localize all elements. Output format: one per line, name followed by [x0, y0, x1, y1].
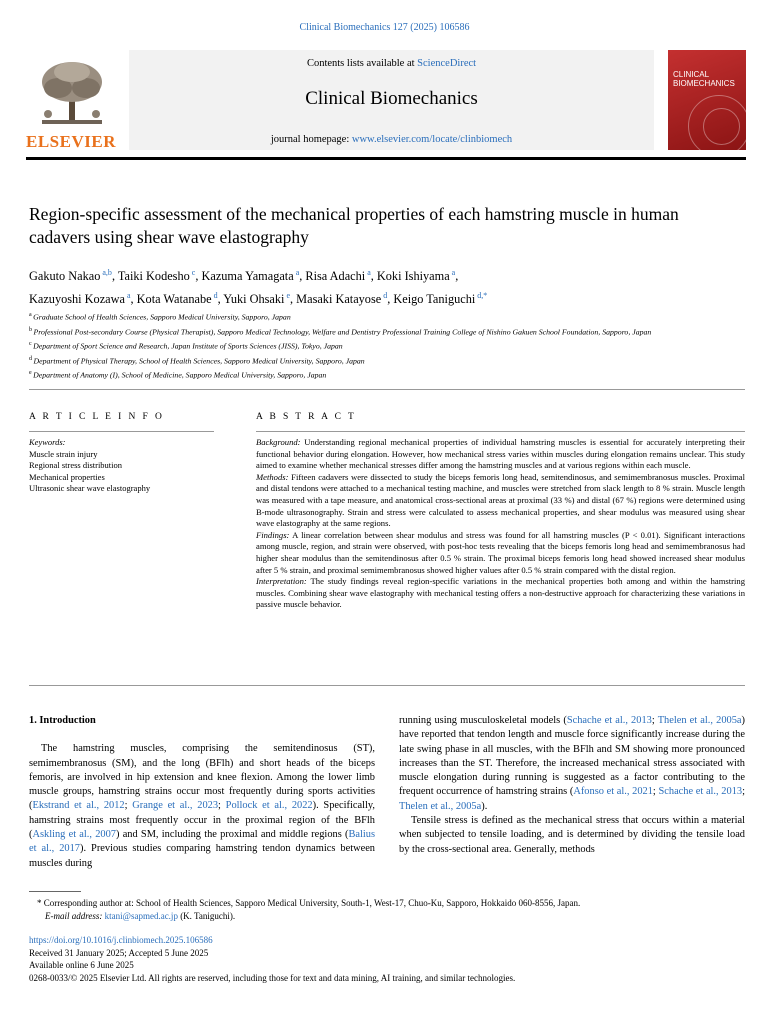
ref-link[interactable]: Schache et al., 2013: [658, 786, 743, 798]
affiliation-marker: e: [29, 370, 34, 377]
elsevier-tree-icon: [32, 58, 112, 128]
article-title: Region-specific assessment of the mechanical properties of each hamstring muscle in human cadavers using shear wave elastography: [29, 204, 679, 247]
author-name[interactable]: Gakuto Nakao: [29, 269, 101, 284]
elsevier-logo[interactable]: [26, 50, 114, 150]
keyword[interactable]: Ultrasonic shear wave elastography: [29, 483, 151, 494]
journal-homepage-link[interactable]: www.elsevier.com/locate/clinbiomech: [351, 134, 513, 145]
cover-title: CLINICAL BIOMECHANICS: [673, 70, 735, 88]
affiliation-marker: a: [29, 312, 34, 318]
author-affiliation-marker[interactable]: a,b: [100, 268, 112, 277]
affiliation: $^e$ Department of Anatomy (I), School of Medicine, Sapporo Medical University, Sapporo, Japan: [29, 370, 327, 380]
homepage-line: journal homepage: www.elsevier.com/locate/clinbiomech: [270, 134, 513, 145]
intro-paragraph-1: The hamstring muscles, comprising the semitendinosus (ST), semimembranosus (SM), and the long (BFlh) and short heads of the biceps femoris, are involved in hip extension and knee flexion. Among the lower limb muscle groups, hamstring strains occur most frequently during sports activities (Ekstrand et al., 2012; Grange et al., 2023; Pollock et al., 2022). Specifically, hamstring strains most frequently occur in the proximal region of the BFlh (Askling et al., 2007) and SM, including the proximal and middle regions (Balius et al., 2017). Previous studies comparing hamstring tendon dynamics between muscles during: [29, 743, 375, 869]
affiliation: $^a$ Graduate School of Health Sciences, Sapporo Medical University, Sapporo, Japan: [29, 312, 291, 322]
author-line-2: Kazuyoshi Kozawa $^a$, Kota Watanabe $^d$, Yuki Ohsaki $^e$, Masaki Katayose $^d$, Keigo Taniguchi $^{d,*}$: [29, 291, 488, 307]
article-info-rule: [29, 431, 214, 432]
author-name[interactable]: Kota Watanabe: [136, 292, 212, 307]
email-link[interactable]: ktani@sapmed.ac.jp: [104, 911, 178, 921]
author-affiliation-marker[interactable]: a: [124, 291, 131, 301]
copyright: 0268-0033/© 2025 Elsevier Ltd. All rights are reserved, including those for text and data mining, AI training, and similar technologies.: [29, 972, 516, 983]
received-dates: Received 31 January 2025; Accepted 5 June 2025: [29, 947, 209, 958]
author-affiliation-marker[interactable]: a: [365, 268, 371, 277]
article-metadata: [29, 934, 745, 984]
intro-heading: 1. Introduction: [29, 715, 96, 726]
sciencedirect-link[interactable]: ScienceDirect: [417, 58, 477, 69]
keyword-list: [29, 449, 214, 495]
keywords-block: [29, 437, 214, 495]
journal-banner: [129, 50, 654, 150]
author-list: [29, 263, 739, 309]
author-name[interactable]: Masaki Katayose: [296, 292, 382, 307]
journal-masthead: [26, 50, 746, 150]
abstract-heading: A B S T R A C T: [256, 412, 357, 422]
author-affiliation-marker[interactable]: e: [284, 291, 291, 301]
keywords-label: Keywords:: [29, 437, 66, 447]
author-affiliation-marker[interactable]: a: [449, 268, 456, 277]
affiliation-marker: c: [29, 341, 34, 348]
author-name[interactable]: Taiki Kodesho: [117, 269, 190, 284]
abstract-background: Background: Understanding regional mechanical properties of individual hamstring muscles is essential for accurately interpreting their functional behavior during elongation. However, how mechanical stress varies within muscles during elongation remains unclear. This study aimed to examine whether mechanical stresses differ among the hamstring muscles and at various regions within each muscle.: [256, 437, 745, 471]
author-name[interactable]: Yuki Ohsaki: [223, 292, 285, 307]
affiliation-marker: d: [29, 355, 34, 362]
affiliation: $^b$ Professional Post-secondary Course (Physical Therapist), Sapporo Medical Technology, Welfare and Dentistry Professional Training College of Nishino Gakuen School Foundation, Sapporo, Japan: [29, 326, 652, 337]
author-name[interactable]: Kazuma Yamagata: [201, 269, 294, 284]
author-name[interactable]: Risa Adachi: [305, 269, 366, 284]
author-name[interactable]: Koki Ishiyama: [376, 269, 450, 284]
ref-link[interactable]: Ekstrand et al., 2012: [32, 800, 125, 812]
abstract-methods: Methods: Fifteen cadavers were dissected to study the biceps femoris long head, semitendinosus, and semimembranosus muscles. Proximal and distal tendons were attached to a mechanical testing machine, and muscles were stretched from slack length to 8 % strain. Muscle length was measured with a tape measure, and anatomical cross-sectional areas at proximal (33 %) and distal (67 %) regions were determined using B-mode ultrasonography. Strain and stress were calculated to assess mechanical properties, and shear modulus was measured using shear wave elastography at the same regions.: [256, 471, 745, 529]
left-column: [29, 714, 375, 871]
keyword[interactable]: Regional stress distribution: [29, 460, 123, 471]
elsevier-wordmark: ELSEVIER: [26, 132, 116, 151]
article-info-heading: A R T I C L E I N F O: [29, 412, 165, 422]
author-affiliation-marker[interactable]: d: [211, 291, 218, 301]
cover-decoration: [703, 108, 740, 145]
section-divider: [29, 389, 745, 390]
footnote-rule: [29, 891, 81, 892]
author-affiliation-marker[interactable]: d,*: [475, 291, 488, 301]
ref-link[interactable]: Balius et al., 2017: [29, 829, 375, 855]
author-affiliation-marker[interactable]: d: [381, 291, 388, 301]
intro-paragraph-1-cont: running using musculoskeletal models (Schache et al., 2013; Thelen et al., 2005a) have reported that tendon length and muscle force significantly increase during the late swing phase in all muscles, with the BFlh and SM showing more pronounced increases than the ST. Therefore, the increased mechanical stress associated with muscle elongation during running is suggested as a factor contributing to the frequent occurrence of hamstring strains (Afonso et al., 2021; Schache et al., 2013; Thelen et al., 2005a).: [399, 715, 746, 812]
ref-link[interactable]: Thelen et al., 2005a: [657, 715, 742, 726]
ref-link[interactable]: Schache et al., 2013: [566, 715, 652, 726]
contents-line: Contents lists available at ScienceDirect: [306, 58, 477, 69]
abstract-interpretation: Interpretation: The study findings reveal region-specific variations in the mechanical properties both among and within the hamstring muscles. Combining shear wave elastography with mechanical testing offers a non-destructive approach for characterizing these variations in passive muscle behavior.: [256, 576, 745, 610]
ref-link[interactable]: Askling et al., 2007: [32, 829, 117, 841]
journal-name[interactable]: Clinical Biomechanics: [305, 88, 478, 109]
journal-citation[interactable]: Clinical Biomechanics 127 (2025) 106586: [299, 22, 470, 33]
keyword[interactable]: Muscle strain injury: [29, 448, 98, 459]
ref-link[interactable]: Grange et al., 2023: [132, 800, 219, 812]
abstract-end-rule: [29, 685, 745, 686]
ref-link[interactable]: Thelen et al., 2005a: [399, 800, 482, 812]
ref-link[interactable]: Pollock et al., 2022: [225, 800, 313, 812]
ref-link[interactable]: Afonso et al., 2021: [573, 786, 653, 798]
author-name[interactable]: Kazuyoshi Kozawa: [29, 292, 125, 307]
journal-cover[interactable]: [668, 50, 746, 150]
keyword[interactable]: Mechanical properties: [29, 471, 105, 482]
available-online: Available online 6 June 2025: [29, 960, 134, 970]
affiliation-marker: b: [29, 326, 34, 333]
affiliation: $^d$ Department of Physical Therapy, School of Health Sciences, Sapporo Medical University, Sapporo, Japan: [29, 355, 365, 366]
doi-link[interactable]: https://doi.org/10.1016/j.clinbiomech.2025.106586: [29, 935, 213, 945]
affiliation-list: [29, 309, 739, 382]
abstract-findings: Findings: A linear correlation between shear modulus and stress was found for all hamstring muscles (P < 0.01). Significant interactions among muscle, region, and strain were observed, with post-hoc tests revealing that the biceps femoris long head and semimembranosus had higher shear modulus than the semitendinosus after 0.5 % strain. The proximal biceps femoris long head showed increased shear modulus after 5 % strain, and proximal semimembranosus showed higher values after 0.5 % strain compared with the distal region.: [256, 529, 745, 575]
corresponding-author-footnote: * Corresponding author at: School of Health Sciences, Sapporo Medical University, South-1, West-17, Chuo-Ku, Sapporo, Hokkaido 060-8556, Japan. E-mail address: ktani@sapmed.ac.jp (K. Taniguchi).: [37, 898, 581, 921]
author-affiliation-marker[interactable]: c: [189, 268, 196, 277]
abstract-body: [256, 437, 745, 611]
author-name[interactable]: Keigo Taniguchi: [393, 292, 476, 307]
abstract-rule: [256, 431, 745, 432]
header-rule: [26, 157, 746, 160]
right-column: [399, 714, 745, 857]
affiliation: $^c$ Department of Sport Science and Research, Japan Institute of Sports Sciences (JISS), Tokyo, Japan: [29, 341, 343, 351]
author-line-1: Gakuto Nakao $^{a,b}$, Taiki Kodesho $^c$, Kazuma Yamagata $^a$, Risa Adachi $^a$, Koki Ishiyama $^a$,: [29, 268, 459, 284]
author-affiliation-marker[interactable]: a: [293, 268, 300, 277]
intro-paragraph-2: Tensile stress is defined as the mechanical stress that occurs within a material when subjected to tensile loading, and is determined by dividing the tensile load by the cross-sectional area. Generally, methods: [399, 815, 745, 855]
